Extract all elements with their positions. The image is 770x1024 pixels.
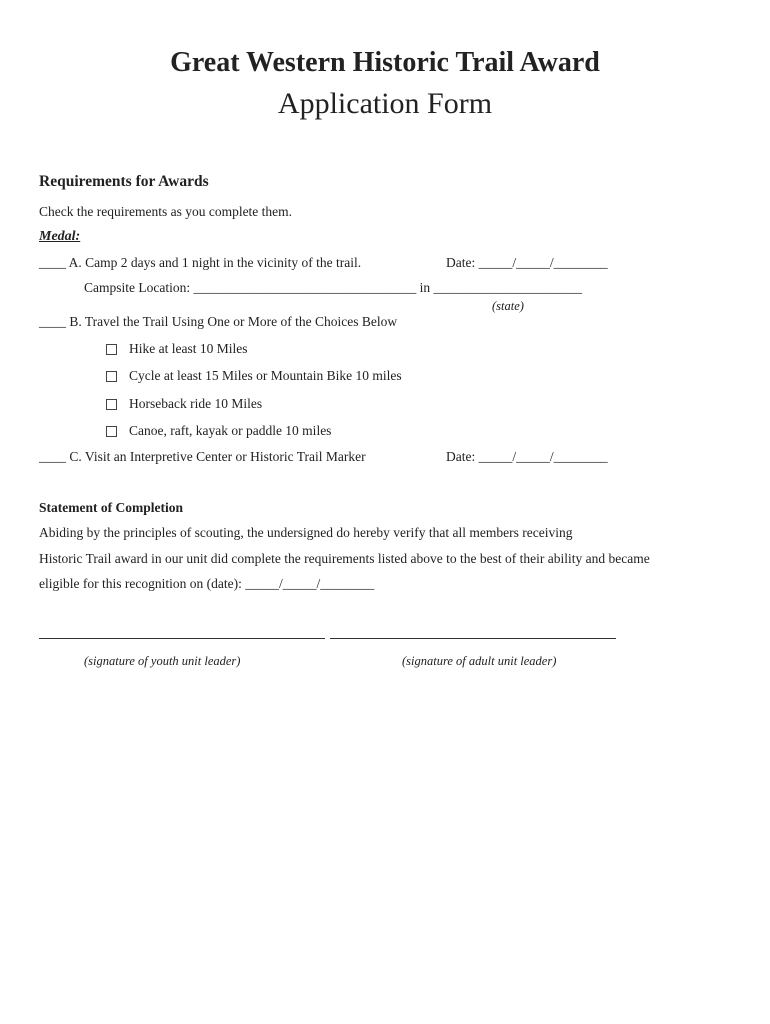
requirement-c[interactable]: ____ C. Visit an Interpretive Center or Historic Trail Marker bbox=[39, 449, 366, 464]
youth-signature-line[interactable] bbox=[39, 638, 325, 639]
adult-signature-line[interactable] bbox=[330, 638, 616, 639]
requirement-c-date-field[interactable]: Date: _____/_____/________ bbox=[446, 449, 608, 464]
adult-signature-label: (signature of adult unit leader) bbox=[402, 654, 557, 668]
requirement-a[interactable]: ____ A. Camp 2 days and 1 night in the vicinity of the trail. bbox=[39, 255, 362, 270]
form-subtitle: Application Form bbox=[277, 87, 493, 120]
requirements-instruction: Check the requirements as you complete them. bbox=[39, 204, 293, 219]
medal-label: Medal: bbox=[39, 229, 81, 244]
completion-line-1: Abiding by the principles of scouting, the undersigned do hereby verify that all members receiving bbox=[39, 525, 573, 540]
checkbox-hike[interactable] bbox=[106, 344, 117, 355]
requirement-a-date-field[interactable]: Date: _____/_____/________ bbox=[446, 255, 608, 270]
choice-paddle-label: Canoe, raft, kayak or paddle 10 miles bbox=[129, 423, 332, 438]
requirements-heading: Requirements for Awards bbox=[39, 173, 209, 190]
completion-line-2: Historic Trail award in our unit did complete the requirements listed above to the best of their ability and became bbox=[39, 551, 650, 566]
choice-horseback-label: Horseback ride 10 Miles bbox=[129, 396, 263, 411]
completion-heading: Statement of Completion bbox=[39, 500, 183, 515]
state-hint: (state) bbox=[492, 299, 524, 313]
youth-signature-label: (signature of youth unit leader) bbox=[84, 654, 241, 668]
choice-cycle-label: Cycle at least 15 Miles or Mountain Bike 10 miles bbox=[129, 368, 402, 383]
requirement-b[interactable]: ____ B. Travel the Trail Using One or More of the Choices Below bbox=[39, 314, 398, 329]
checkbox-paddle[interactable] bbox=[106, 426, 117, 437]
form-title: Great Western Historic Trail Award bbox=[170, 47, 600, 78]
checkbox-horseback[interactable] bbox=[106, 399, 117, 410]
completion-date-field[interactable]: eligible for this recognition on (date): _____/_____/________ bbox=[39, 576, 375, 591]
choice-hike-label: Hike at least 10 Miles bbox=[129, 341, 248, 356]
campsite-location-field[interactable]: Campsite Location: _________________________________ in ______________________ bbox=[84, 280, 582, 295]
checkbox-cycle[interactable] bbox=[106, 371, 117, 382]
